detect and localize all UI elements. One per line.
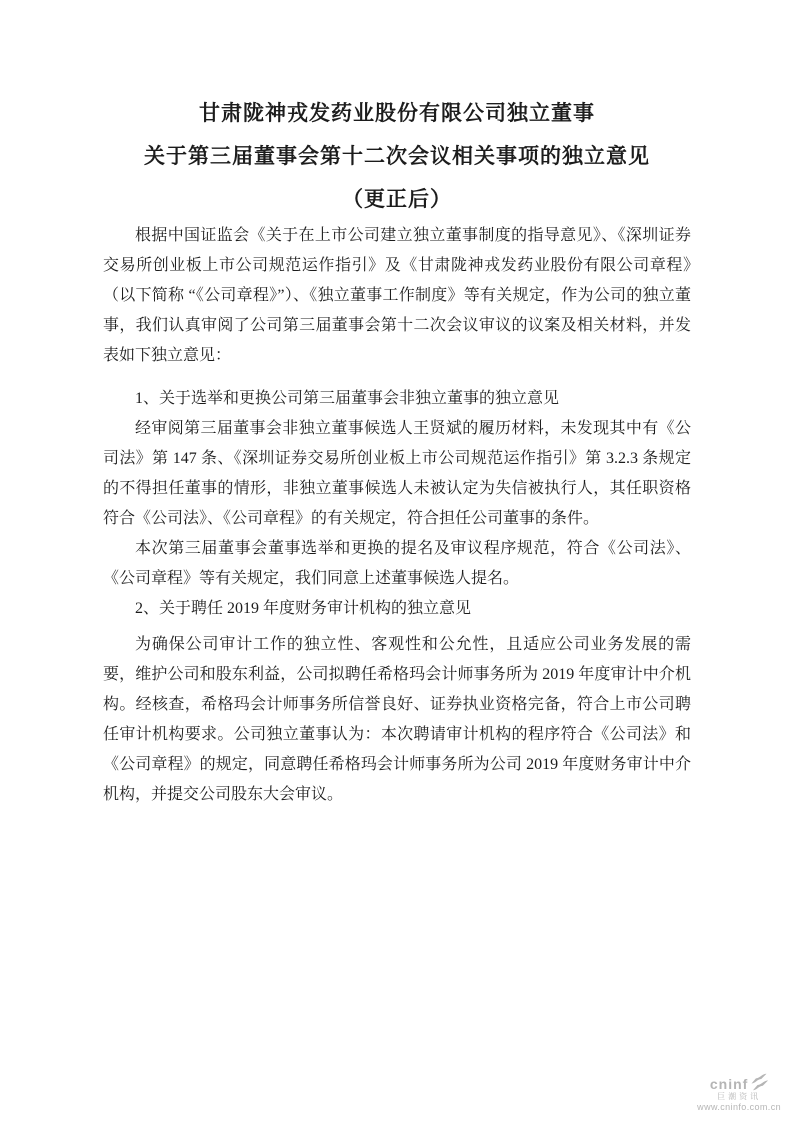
document-content [103, 92, 708, 810]
cninfo-brand-row [697, 1073, 781, 1091]
document-title [103, 92, 691, 221]
cninfo-chinese-name: 巨潮资讯 [717, 1092, 762, 1101]
paragraph-section2-opinion: 为确保公司审计工作的独立性、客观性和公允性，且适应公司业务发展的需要，维护公司和股东利益，公司拟聘任希格玛会计师事务所为 2019 年度审计中介机构。经核查，希格玛会计师事务所信誉良好、证券执业资格完备，符合上市公司聘任审计机构要求。公司独立董事认为：本次聘请审计机构的程序符合《公司法》和《公司章程》的规定，同意聘任希格玛会计师事务所为公司 2019 年度财务审计中介机构，并提交公司股东大会审议。 [103, 636, 691, 803]
section-heading-1: 1、关于选举和更换公司第三届董事会非独立董事的独立意见 [135, 390, 560, 407]
document-body [103, 221, 708, 810]
paragraph-intro: 根据中国证监会《关于在上市公司建立独立董事制度的指导意见》、《深圳证券交易所创业板上市公司规范运作指引》及《甘肃陇神戎发药业股份有限公司章程》 （以下简称 “《公司章程》”）、《独立董事工作制度》等有关规定，作为公司的独立董事，我们认真审阅了公司第三届董事会第十二次会议审议的议案及相关材料，并发表如下独立意见： [103, 227, 708, 364]
title-line-1: 甘肃陇神戎发药业股份有限公司独立董事 [199, 101, 595, 125]
cninfo-watermark [697, 1073, 781, 1112]
paragraph-section1-opinion: 经审阅第三届董事会非独立董事候选人王贤斌的履历材料，未发现其中有《公司法》第 147 条、《深圳证券交易所创业板上市公司规范运作指引》第 3.2.3 条规定的不得担任董事的情形，非独立董事候选人未被认定为失信被执行人，其任职资格符合《公司法》、《公司章程》的有关规定，符合担任公司董事的条件。 [103, 420, 691, 527]
title-line-3: （更正后） [342, 187, 452, 211]
title-line-2: 关于第三届董事会第十二次会议相关事项的独立意见 [144, 144, 650, 168]
cninfo-website: www.cninfo.com.cn [697, 1102, 781, 1112]
section-heading-2: 2、关于聘任 2019 年度财务审计机构的独立意见 [135, 600, 472, 617]
cninfo-swoosh-icon [750, 1073, 768, 1091]
paragraph-section1-conclusion: 本次第三届董事会董事选举和更换的提名及审议程序规范，符合《公司法》、《公司章程》等有关规定，我们同意上述董事候选人提名。 [103, 540, 691, 587]
cninfo-brand-text: cninf [709, 1076, 749, 1092]
